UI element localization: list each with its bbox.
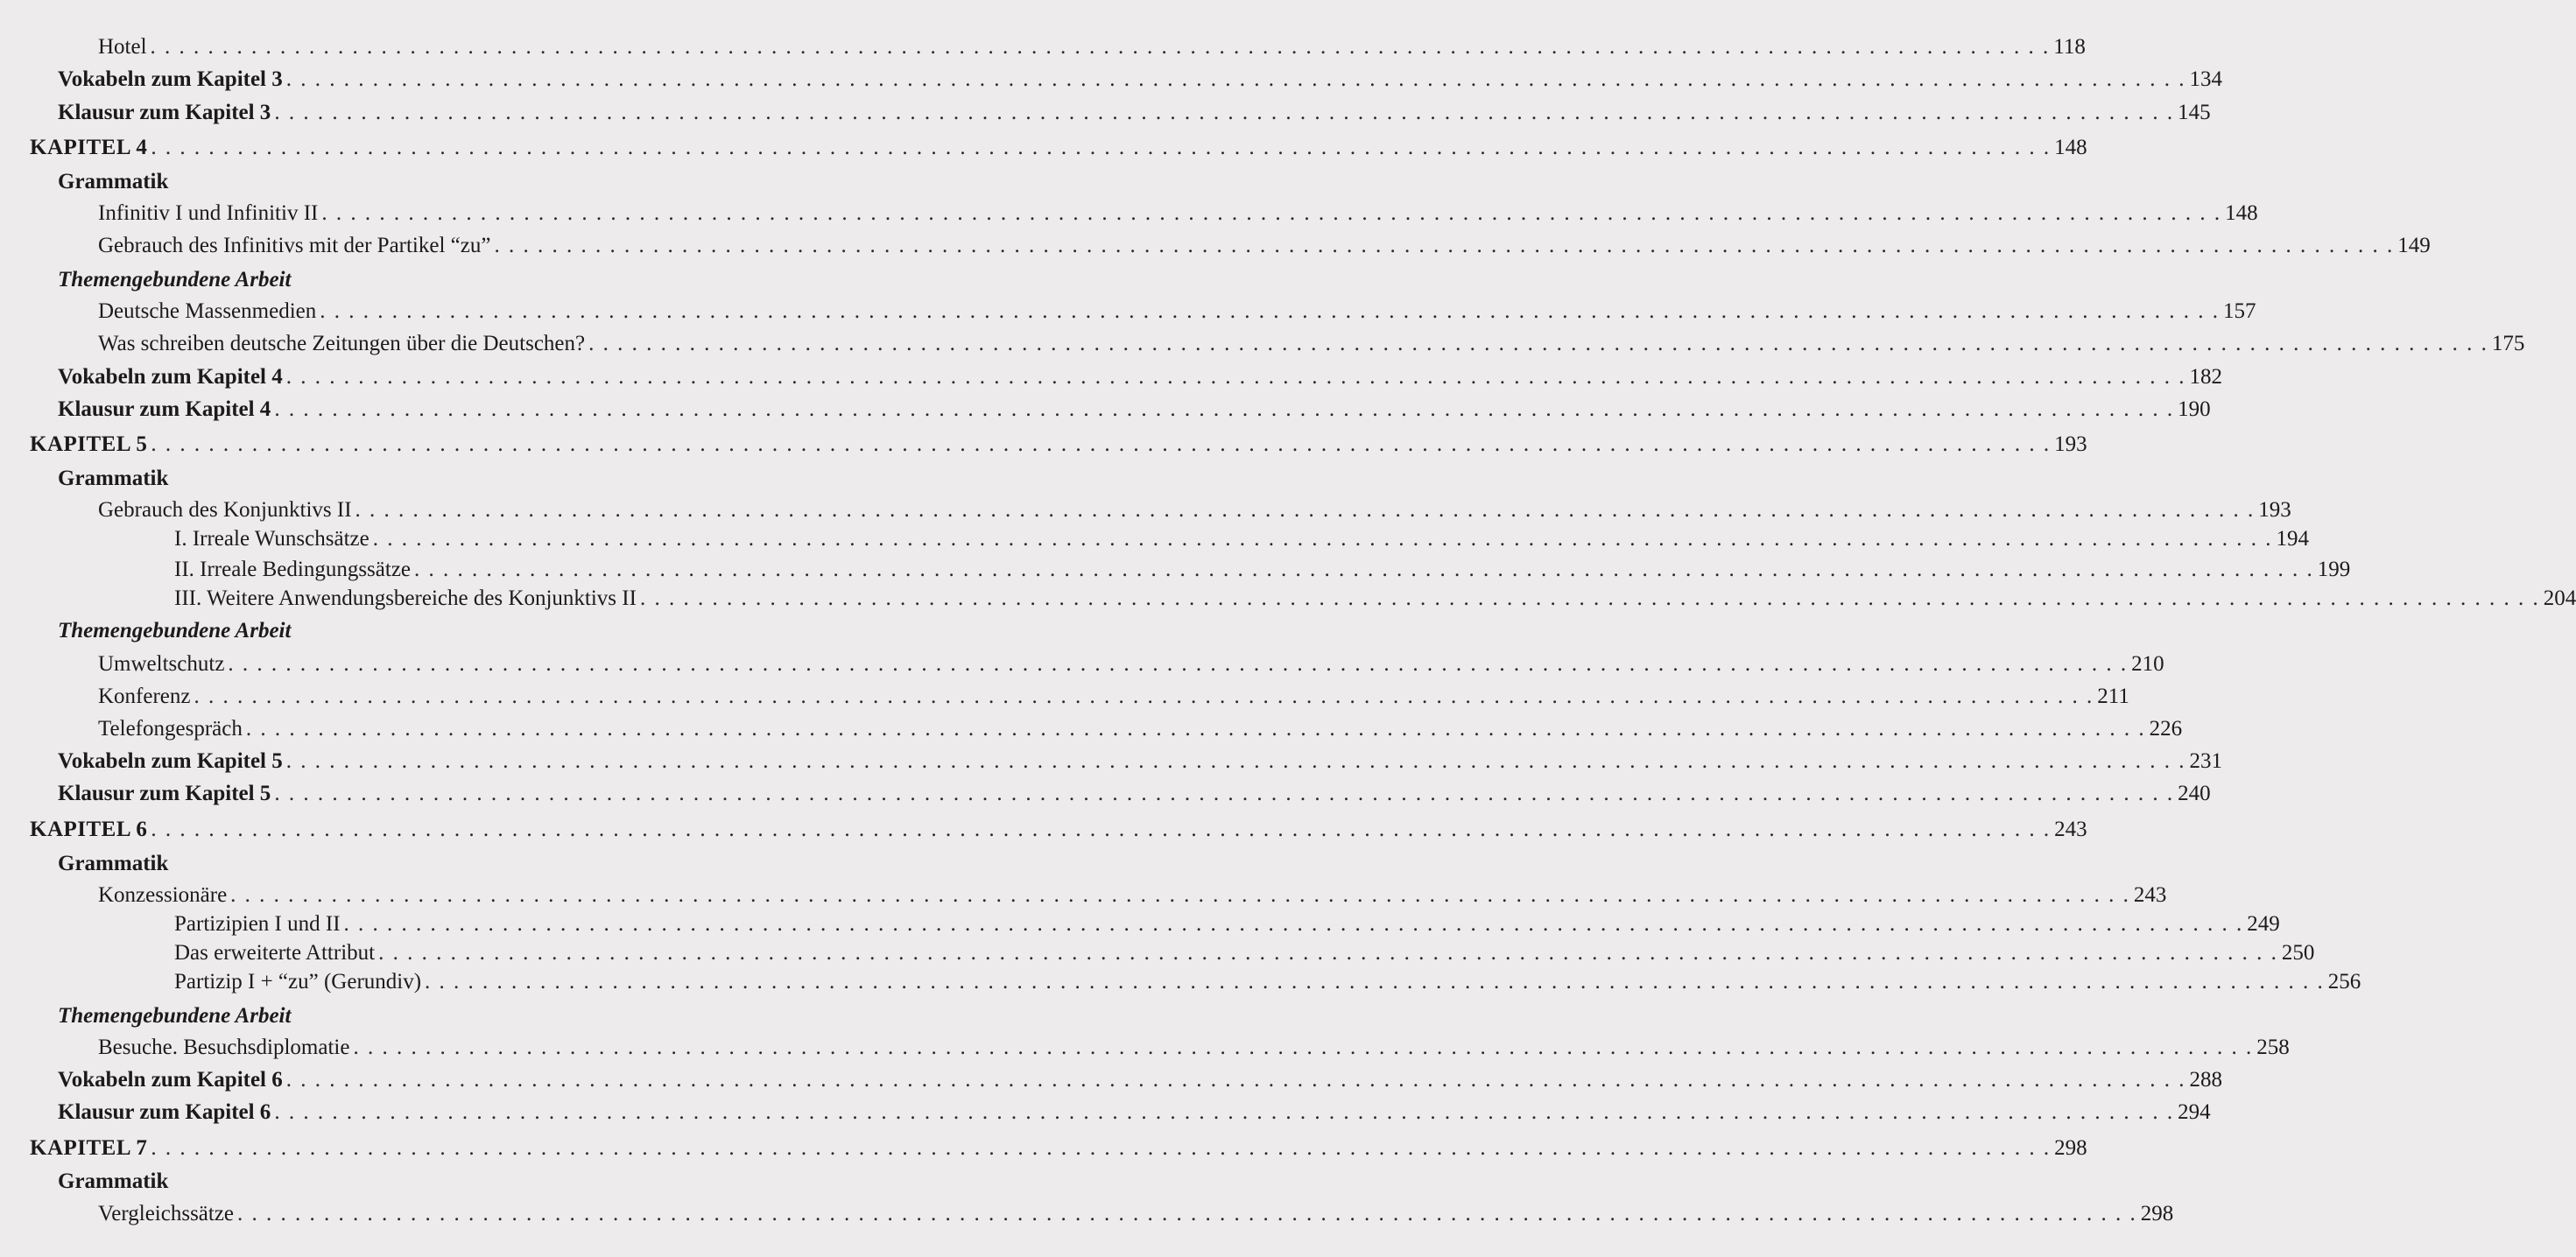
toc-page-number: 240 (2178, 782, 2211, 805)
toc-entry-title: Klausur zum Kapitel 4 (58, 397, 271, 421)
toc-entry-title: Infinitiv I und Infinitiv II (98, 201, 319, 225)
dot-leader (373, 523, 2273, 555)
dot-leader (230, 880, 2130, 911)
toc-entry-title: Hotel (98, 35, 147, 59)
toc-page-number: 148 (2054, 136, 2087, 159)
toc-entry-row (0, 937, 2315, 969)
toc-entry-title: Telefongespräch (98, 717, 243, 741)
toc-entry-row (0, 681, 2129, 713)
toc-entry-title: KAPITEL 7 (30, 1136, 148, 1160)
dot-leader (378, 937, 2278, 969)
toc-page-number: 190 (2178, 397, 2211, 421)
toc-entry-row (0, 713, 2183, 745)
toc-page-number: 157 (2222, 299, 2256, 323)
toc-entry-title: Vokabeln zum Kapitel 6 (58, 1068, 283, 1092)
toc-entry-title: Was schreiben deutsche Zeitungen über die Deutschen? (98, 332, 586, 355)
toc-page-number: 210 (2131, 652, 2164, 676)
toc-page-number: 243 (2054, 818, 2087, 841)
dot-leader (228, 649, 2128, 680)
toc-entry-title: Vokabeln zum Kapitel 5 (58, 749, 283, 773)
toc-page-number: 134 (2189, 67, 2223, 91)
dot-leader (321, 198, 2221, 229)
dot-leader (237, 1198, 2137, 1230)
toc-entry-row (0, 64, 2223, 95)
toc-page-number: 231 (2189, 749, 2223, 773)
toc-entry-title: Vergleichssätze (98, 1202, 235, 1225)
toc-entry-title: Themengebundene Arbeit (58, 268, 292, 291)
toc-entry-title: I. Irreale Wunschsätze (174, 527, 370, 551)
toc-page-number: 199 (2317, 558, 2351, 581)
dot-leader (286, 746, 2186, 777)
toc-entry-title: Themengebundene Arbeit (58, 619, 292, 643)
toc-page-number: 118 (2053, 35, 2086, 59)
toc-entry-title: Grammatik (58, 467, 169, 490)
toc-entry-title: Besuche. Besuchsdiplomatie (98, 1036, 350, 1059)
toc-entry-title: Konzessionäre (98, 883, 228, 907)
toc-entry-row (0, 394, 2211, 425)
toc-entry-title: Klausur zum Kapitel 3 (58, 101, 271, 124)
dot-leader (194, 681, 2094, 713)
toc-page-number: 182 (2189, 365, 2223, 389)
toc-entry-row (0, 97, 2211, 129)
toc-page-number: 194 (2276, 527, 2309, 551)
toc-entry-title: Themengebundene Arbeit (58, 1004, 292, 1028)
dot-leader (344, 909, 2244, 940)
toc-chapter-row (0, 814, 2087, 846)
toc-section-heading (0, 1166, 940, 1197)
dot-leader (274, 394, 2174, 425)
toc-entry-title: KAPITEL 4 (30, 136, 148, 159)
toc-entry-title: Vokabeln zum Kapitel 4 (58, 365, 283, 389)
toc-page-number: 175 (2491, 332, 2525, 355)
toc-page-number: 298 (2054, 1136, 2087, 1160)
toc-entry-title: Grammatik (58, 170, 169, 193)
dot-leader (588, 328, 2488, 360)
toc-page-number: 258 (2256, 1036, 2290, 1059)
toc-entry-title: KAPITEL 5 (30, 432, 148, 456)
toc-page-number: 226 (2149, 717, 2183, 741)
dot-leader (320, 296, 2220, 327)
toc-page-number: 250 (2281, 941, 2315, 965)
dot-leader (151, 814, 2051, 846)
dot-leader (425, 966, 2325, 998)
toc-entry-title: Klausur zum Kapitel 6 (58, 1100, 271, 1124)
toc-chapter-row (0, 1133, 2087, 1164)
toc-entry-title: Gebrauch des Infinitivs mit der Partikel “zu” (98, 234, 491, 257)
toc-entry-row (0, 966, 2361, 998)
toc-page-number: 193 (2054, 432, 2087, 456)
toc-entry-title: Deutsche Massenmedien (98, 299, 317, 323)
toc-entry-row (0, 362, 2223, 393)
dot-leader (151, 32, 2051, 63)
toc-page-number: 148 (2225, 201, 2258, 225)
toc-entry-row (0, 328, 2525, 360)
toc-chapter-row (0, 132, 2087, 164)
toc-entry-title: KAPITEL 6 (30, 818, 148, 841)
toc-entry-row (0, 296, 2256, 327)
toc-entry-row (0, 746, 2223, 777)
dot-leader (151, 132, 2051, 164)
toc-entry-row (0, 1097, 2211, 1128)
toc-entry-row (0, 230, 2431, 262)
dot-leader (151, 1133, 2051, 1164)
toc-entry-row (0, 880, 2167, 911)
toc-entry-row (0, 583, 2576, 614)
toc-page-number: 256 (2327, 970, 2361, 994)
toc-entry-title: Umweltschutz (98, 652, 225, 676)
toc-entry-row (0, 523, 2309, 555)
toc-page-number: 243 (2133, 883, 2167, 907)
toc-entry-row (0, 778, 2211, 810)
dot-leader (151, 429, 2051, 460)
toc-page-number: 204 (2543, 586, 2576, 610)
dot-leader (355, 495, 2256, 526)
toc-entry-row (0, 1032, 2290, 1064)
toc-section-heading (0, 264, 940, 296)
dot-leader (274, 778, 2174, 810)
toc-entry-title: Vokabeln zum Kapitel 3 (58, 67, 283, 91)
toc-section-heading (0, 848, 940, 880)
toc-entry-row (0, 198, 2258, 229)
toc-page-number: 288 (2189, 1068, 2223, 1092)
toc-entry-row (0, 909, 2280, 940)
dot-leader (640, 583, 2540, 614)
toc-entry-title: Klausur zum Kapitel 5 (58, 782, 271, 805)
dot-leader (494, 230, 2394, 262)
toc-page-number: 298 (2140, 1202, 2174, 1225)
dot-leader (353, 1032, 2253, 1064)
dot-leader (286, 362, 2186, 393)
toc-page-number: 211 (2097, 685, 2129, 708)
toc-section-heading (0, 615, 940, 647)
toc-page-number: 249 (2247, 912, 2280, 936)
toc-entry-title: Partizipien I und II (174, 912, 341, 936)
toc-page-number: 149 (2397, 234, 2431, 257)
toc-entry-row (0, 554, 2351, 586)
dot-leader (274, 97, 2174, 129)
toc-entry-row (0, 649, 2164, 680)
toc-entry-title: Konferenz (98, 685, 191, 708)
dot-leader (286, 64, 2186, 95)
toc-entry-title: Partizip I + “zu” (Gerundiv) (174, 970, 422, 994)
toc-entry-title: Grammatik (58, 1169, 169, 1193)
toc-section-heading (0, 463, 940, 495)
dot-leader (414, 554, 2314, 586)
toc-page-number: 193 (2258, 498, 2291, 522)
toc-entry-row (0, 1198, 2174, 1230)
toc-page-number: 145 (2178, 101, 2211, 124)
toc-entry-row (0, 495, 2291, 526)
dot-leader (274, 1097, 2174, 1128)
toc-section-heading (0, 1001, 940, 1032)
dot-leader (246, 713, 2146, 745)
toc-entry-title: III. Weitere Anwendungsbereiche des Konjunktivs II (174, 586, 637, 610)
toc-entry-title: Gebrauch des Konjunktivs II (98, 498, 352, 522)
toc-entry-row (0, 32, 2086, 63)
toc-section-heading (0, 166, 940, 198)
toc-entry-title: II. Irreale Bedingungssätze (174, 558, 412, 581)
toc-chapter-row (0, 429, 2087, 460)
toc-entry-title: Das erweiterte Attribut (174, 941, 376, 965)
toc-page-number: 294 (2178, 1100, 2211, 1124)
toc-entry-title: Grammatik (58, 852, 169, 875)
dot-leader (286, 1064, 2186, 1096)
toc-entry-row (0, 1064, 2223, 1096)
